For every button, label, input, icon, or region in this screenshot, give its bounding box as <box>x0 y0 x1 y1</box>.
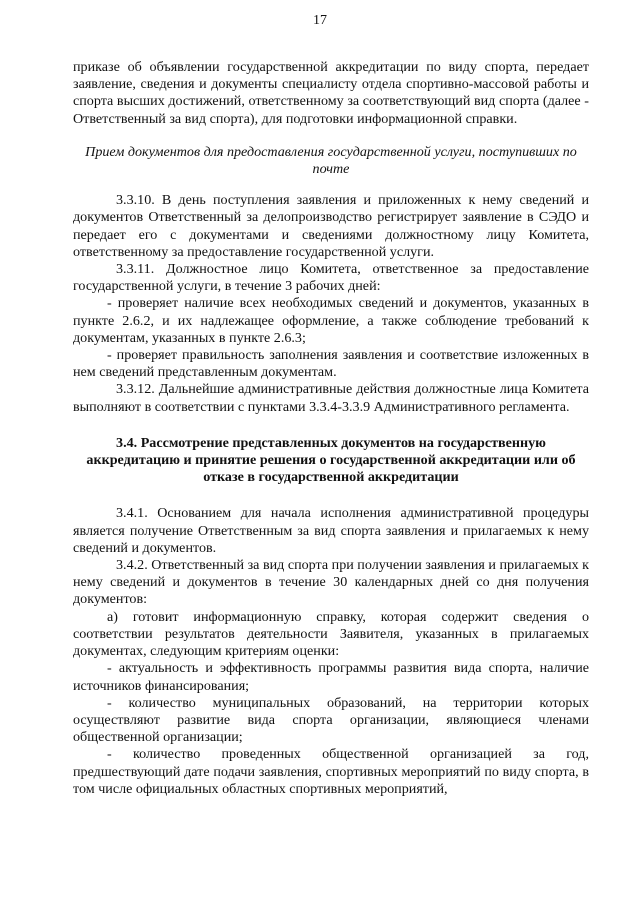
paragraph-3-3-11: 3.3.11. Должностное лицо Комитета, ответственное за предоставление государственной услуги, в течение 3 рабочих дней: <box>73 261 589 295</box>
page-number: 17 <box>313 13 327 28</box>
list-item-criterion-events: - количество проведенных общественной организацией за год, предшествующий дате подачи заявления, спортивных мероприятий по виду спорта, в том числе официальных областных спортивных мероприятий, <box>73 746 589 797</box>
list-item-criterion-program: - актуальность и эффективность программы развития вида спорта, наличие источников финансирования; <box>73 660 589 694</box>
section-heading-mail: Прием документов для предоставления государственной услуги, поступивших по почте <box>85 143 577 178</box>
paragraph-3-3-10: 3.3.10. В день поступления заявления и приложенных к нему сведений и документов Ответственный за делопроизводство регистрирует заявление в СЭДО и передает его с документами и сведениями должностному лицу Комитета, ответственному за предоставление государственной услуги. <box>73 192 589 260</box>
list-item-check-application: - проверяет правильность заполнения заявления и соответствие изложенных в нем сведений представленным документам. <box>73 347 589 381</box>
list-item-a-reference: а) готовит информационную справку, которая содержит сведения о соответствии результатов деятельности Заявителя, указанных в прилагаемых документах, следующим критериям оценки: <box>73 608 589 660</box>
list-item-check-documents: - проверяет наличие всех необходимых сведений и документов, указанных в пункте 2.6.2, и их надлежащее оформление, а также соблюдение требований к документам, указанных в пункте 2.6.3; <box>73 295 589 346</box>
paragraph-3-4-2: 3.4.2. Ответственный за вид спорта при получении заявления и прилагаемых к нему сведений и документов в течение 30 календарных дней со дня получения документов: <box>73 557 590 608</box>
list-item-criterion-municipalities: - количество муниципальных образований, на территории которых осуществляют развитие вида спорта организации, являющиеся членами общественной организации; <box>73 694 589 746</box>
paragraph-continuation: приказе об объявлении государственной аккредитации по виду спорта, передает заявление, сведения и документы специалисту отдела спортивно-массовой работы и спорта высших достижений, ответственному за соответствующий вид спорта (далее - Ответственный за вид спорта), для подготовки информационной справки. <box>73 59 589 127</box>
section-heading-3-4: 3.4. Рассмотрение представленных документов на государственную аккредитацию и принятие решения о государственной аккредитации или об отказе в государственной аккредитации <box>86 434 576 486</box>
paragraph-3-4-1: 3.4.1. Основанием для начала исполнения административной процедуры является получение Ответственным за вид спорта заявления и прилагаемых к нему сведений и документов. <box>73 505 589 556</box>
page-body <box>73 59 589 798</box>
paragraph-3-3-12: 3.3.12. Дальнейшие административные действия должностные лица Комитета выполняют в соответствии с пунктами 3.3.4-3.3.9 Административного регламента. <box>73 381 589 415</box>
